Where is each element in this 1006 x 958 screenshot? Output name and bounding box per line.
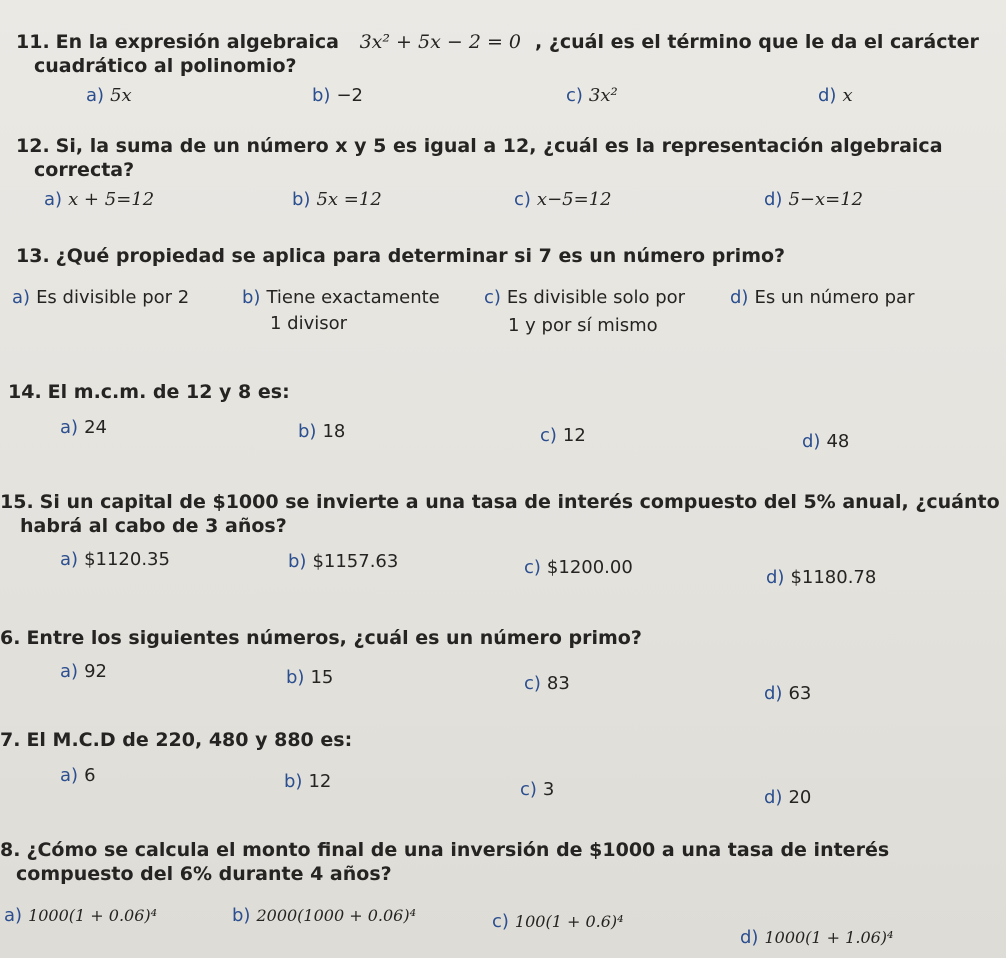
question-14: [8, 380, 290, 404]
option-16-c[interactable]: [524, 672, 570, 696]
option-text: 20: [788, 787, 812, 808]
question-text: ¿Qué propiedad se aplica para determinar si 7 es un número primo?: [55, 245, 786, 267]
option-text: 6: [84, 765, 96, 786]
option-17-d[interactable]: [764, 786, 811, 810]
option-text: 12: [308, 771, 332, 792]
option-text: 3x²: [588, 85, 618, 106]
option-letter: c): [524, 557, 541, 578]
option-text: 24: [84, 417, 107, 438]
question-text-suffix: , ¿cuál es el término que le da el carácter: [535, 31, 979, 53]
option-11-c[interactable]: [566, 84, 618, 108]
option-letter: c): [514, 189, 531, 210]
option-17-a[interactable]: [60, 764, 96, 788]
option-13-c-line-2: 1 y por sí mismo: [508, 315, 658, 336]
question-text: Si, la suma de un número x y 5 es igual a 12, ¿cuál es la representación algebraica: [55, 135, 943, 157]
question-11: [16, 30, 979, 54]
option-12-a[interactable]: [44, 188, 154, 212]
option-letter: a): [60, 549, 79, 570]
option-16-a[interactable]: [60, 660, 107, 684]
question-18-line-2: compuesto del 6% durante 4 años?: [16, 863, 392, 885]
question-number: 7.: [0, 729, 21, 751]
option-letter: c): [524, 673, 541, 694]
expression: 3x² + 5x − 2 = 0: [359, 31, 521, 53]
option-letter: c): [520, 779, 537, 800]
option-14-c[interactable]: [540, 424, 586, 448]
question-number: 12.: [16, 135, 50, 157]
option-letter: a): [4, 905, 23, 926]
option-11-a[interactable]: [86, 84, 132, 108]
option-letter: a): [60, 765, 79, 786]
option-14-a[interactable]: [60, 416, 107, 440]
option-13-c[interactable]: [484, 286, 685, 310]
question-13: [16, 244, 785, 268]
option-18-a[interactable]: [4, 904, 157, 928]
option-letter: b): [286, 667, 305, 688]
option-letter: d): [766, 567, 785, 588]
option-18-b[interactable]: [232, 904, 416, 928]
option-11-d[interactable]: [818, 84, 853, 108]
option-16-b[interactable]: [286, 666, 333, 690]
option-letter: a): [44, 189, 63, 210]
option-letter: a): [12, 287, 31, 308]
option-text: 83: [546, 673, 570, 694]
option-letter: d): [764, 787, 783, 808]
question-12-line-2: correcta?: [34, 159, 135, 181]
option-18-c[interactable]: [492, 910, 624, 934]
question-text: En la expresión algebraica: [55, 31, 339, 53]
option-text: Tiene exactamente: [266, 287, 440, 308]
option-letter: c): [492, 911, 509, 932]
option-text: $1120.35: [84, 549, 170, 570]
option-13-a[interactable]: [12, 286, 189, 310]
option-letter: c): [566, 85, 583, 106]
option-letter: c): [484, 287, 501, 308]
option-letter: b): [232, 905, 251, 926]
question-number: 8.: [0, 839, 21, 861]
question-text: ¿Cómo se calcula el monto final de una inversión de $1000 a una tasa de interés: [26, 839, 890, 861]
option-16-d[interactable]: [764, 682, 811, 706]
question-text: Entre los siguientes números, ¿cuál es un número primo?: [26, 627, 642, 649]
option-text: x−5=12: [536, 189, 612, 210]
option-text: 18: [322, 421, 346, 442]
option-12-b[interactable]: [292, 188, 382, 212]
option-text: Es divisible solo por: [506, 287, 686, 308]
option-12-c[interactable]: [514, 188, 612, 212]
question-12: [16, 134, 943, 158]
option-text: 100(1 + 0.6)⁴: [514, 912, 624, 931]
option-letter: d): [818, 85, 837, 106]
option-text: $1180.78: [790, 567, 877, 588]
option-text: Es divisible por 2: [36, 287, 190, 308]
option-18-d[interactable]: [740, 926, 893, 950]
option-14-d[interactable]: [802, 430, 849, 454]
option-text: 92: [84, 661, 107, 682]
option-text: 1000(1 + 1.06)⁴: [764, 928, 894, 947]
option-17-c[interactable]: [520, 778, 554, 802]
option-letter: b): [292, 189, 311, 210]
question-text: El m.c.m. de 12 y 8 es:: [47, 381, 290, 403]
option-text: −2: [336, 85, 363, 106]
question-number: 13.: [16, 245, 50, 267]
question-text: El M.C.D de 220, 480 y 880 es:: [26, 729, 353, 751]
question-11-line-2: cuadrático al polinomio?: [34, 55, 297, 77]
option-text: 5−x=12: [788, 189, 864, 210]
question-18: [0, 838, 889, 862]
question-15: [0, 490, 1000, 514]
question-number: 6.: [0, 627, 21, 649]
question-16: [0, 626, 642, 650]
option-text: 5x: [110, 85, 132, 106]
option-text: 15: [310, 667, 334, 688]
option-15-c[interactable]: [524, 556, 633, 580]
option-letter: b): [298, 421, 317, 442]
option-text: x: [842, 85, 853, 106]
option-letter: d): [802, 431, 821, 452]
option-letter: d): [764, 683, 783, 704]
option-letter: a): [60, 661, 79, 682]
option-text: 1000(1 + 0.06)⁴: [28, 906, 158, 925]
question-17: [0, 728, 352, 752]
option-letter: c): [540, 425, 557, 446]
option-12-d[interactable]: [764, 188, 863, 212]
question-15-line-2: habrá al cabo de 3 años?: [20, 515, 287, 537]
option-13-b[interactable]: [242, 286, 440, 310]
option-letter: b): [312, 85, 331, 106]
option-letter: b): [288, 551, 307, 572]
option-13-d[interactable]: [730, 286, 914, 310]
option-13-b-line-2: 1 divisor: [270, 313, 348, 334]
question-number: 14.: [8, 381, 42, 403]
option-letter: d): [740, 927, 759, 948]
option-text: 63: [788, 683, 812, 704]
option-15-a[interactable]: [60, 548, 170, 572]
option-letter: a): [60, 417, 79, 438]
option-text: 5x =12: [316, 189, 382, 210]
option-17-b[interactable]: [284, 770, 331, 794]
option-text: $1157.63: [312, 551, 399, 572]
option-text: x + 5=12: [68, 189, 155, 210]
option-text: $1200.00: [546, 557, 633, 578]
option-letter: d): [730, 287, 749, 308]
option-text: 3: [542, 779, 555, 800]
option-letter: b): [284, 771, 303, 792]
option-text: 48: [826, 431, 850, 452]
option-text: Es un número par: [754, 287, 915, 308]
option-15-b[interactable]: [288, 550, 398, 574]
question-number: 15.: [0, 491, 34, 513]
option-letter: b): [242, 287, 261, 308]
option-letter: a): [86, 85, 105, 106]
option-11-b[interactable]: [312, 84, 363, 108]
option-text: 12: [562, 425, 586, 446]
option-text: 2000(1000 + 0.06)⁴: [256, 906, 416, 925]
question-number: 11.: [16, 31, 50, 53]
option-14-b[interactable]: [298, 420, 345, 444]
option-letter: d): [764, 189, 783, 210]
option-15-d[interactable]: [766, 566, 876, 590]
question-text: Si un capital de $1000 se invierte a una tasa de interés compuesto del 5% anual, ¿cuánto: [39, 491, 1000, 513]
